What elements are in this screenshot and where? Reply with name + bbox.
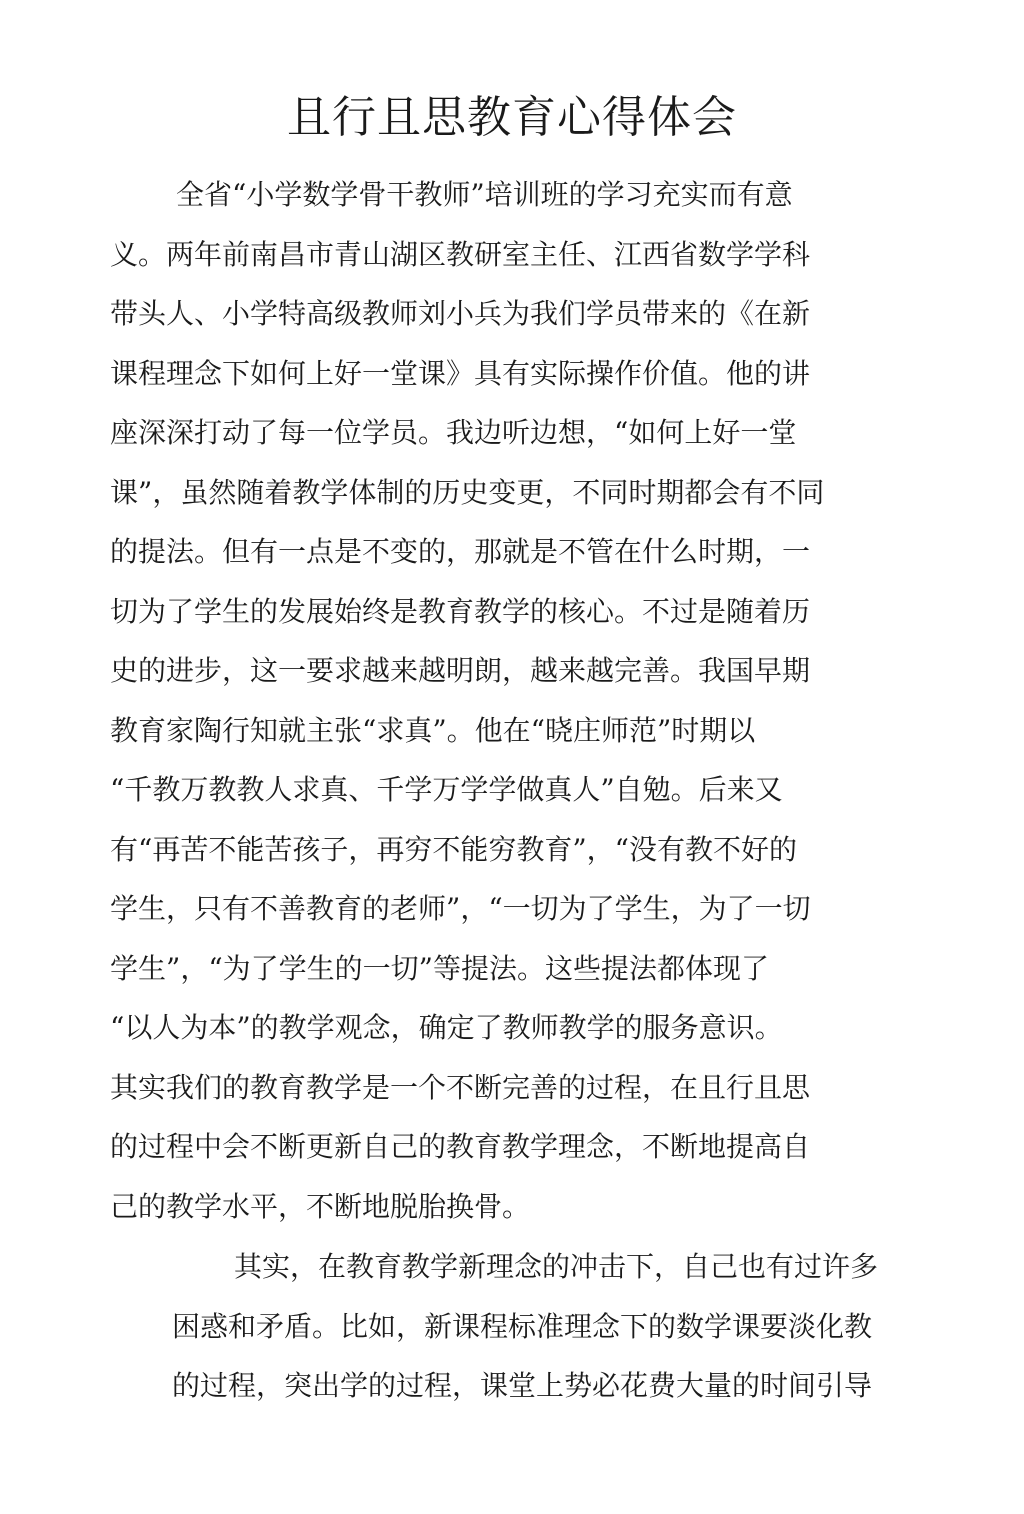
paragraph-line: 座深深打动了每一位学员。我边听边想，“如何上好一堂 [110, 416, 797, 449]
paragraph-line: 其实，在教育教学新理念的冲击下，自己也有过许多 [234, 1250, 879, 1283]
paragraph-line: 学生”，“为了学生的一切”等提法。这些提法都体现了 [110, 951, 769, 985]
paragraph-line: “以人为本”的教学观念，确定了教师教学的服务意识。 [110, 1011, 783, 1044]
paragraph-line: 的提法。但有一点是不变的，那就是不管在什么时期，一 [110, 535, 811, 568]
paragraph-line: 带头人、小学特高级教师刘小兵为我们学员带来的《在新 [110, 297, 811, 330]
paragraph-line: 学生，只有不善教育的老师”，“一切为了学生，为了一切 [110, 892, 811, 925]
paragraph-line: 史的进步，这一要求越来越明朗，越来越完善。我国早期 [110, 654, 811, 687]
paragraph-line: 课”，虽然随着教学体制的历史变更，不同时期都会有不同 [110, 475, 825, 509]
paragraph-line: “千教万教教人求真、千学万学学做真人”自勉。后来又 [110, 773, 783, 806]
paragraph-line: 困惑和矛盾。比如，新课程标准理念下的数学课要淡化教 [172, 1309, 873, 1343]
paragraph-line: 课程理念下如何上好一堂课》具有实际操作价值。他的讲 [110, 356, 811, 390]
paragraph-line: 的过程中会不断更新自己的教育教学理念，不断地提高自 [110, 1130, 811, 1163]
paragraph-line: 教育家陶行知就主张“求真”。他在“晓庄师范”时期以 [110, 713, 756, 747]
paragraph-line: 有“再苦不能苦孩子，再穷不能穷教育”，“没有教不好的 [110, 832, 797, 866]
paragraph-line: 的过程，突出学的过程，课堂上势必花费大量的时间引导 [172, 1369, 873, 1402]
paragraph-line: 切为了学生的发展始终是教育教学的核心。不过是随着历 [110, 594, 811, 628]
paragraph-line: 全省“小学数学骨干教师”培训班的学习充实而有意 [176, 178, 793, 211]
document-title: 且行且思教育心得体会 [287, 92, 737, 143]
paragraph-line: 其实我们的教育教学是一个不断完善的过程，在且行且思 [110, 1070, 811, 1104]
paragraph-1 [110, 165, 824, 1236]
paragraph-line: 义。两年前南昌市青山湖区教研室主任、江西省数学学科 [110, 237, 811, 271]
paragraph-line: 己的教学水平，不断地脱胎换骨。 [110, 1189, 531, 1223]
paragraph-2 [172, 1237, 878, 1416]
